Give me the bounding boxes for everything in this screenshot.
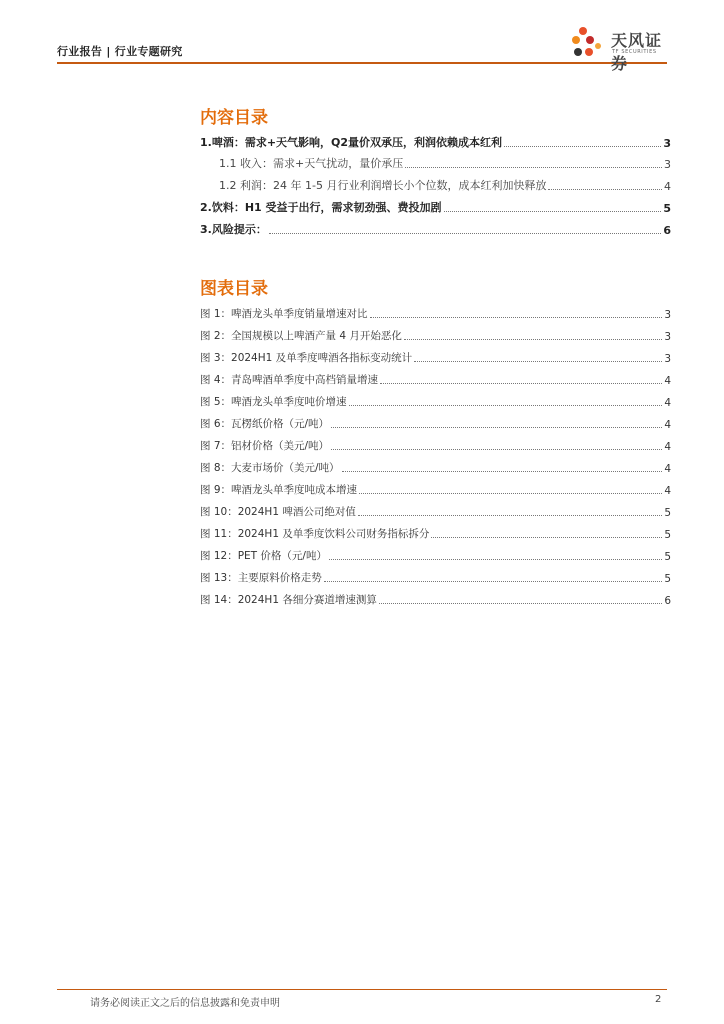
report-type-label: 行业报告 | 行业专题研究 xyxy=(57,45,183,58)
figure-entry-page: 4 xyxy=(664,463,671,475)
toc-entry-label: 1.2 利润：24 年 1-5 月行业利润增长小个位数，成本红利加快释放 xyxy=(219,179,547,192)
toc-leader-dots xyxy=(504,146,661,147)
figure-entry-label: 图 4：青岛啤酒单季度中高档销量增速 xyxy=(200,374,379,386)
figure-entry-page: 6 xyxy=(664,595,671,607)
figure-entry[interactable] xyxy=(200,415,671,431)
figure-entry-label: 图 9：啤酒龙头单季度吨成本增速 xyxy=(200,484,358,496)
toc-entry-page: 4 xyxy=(664,180,671,193)
figure-entry-label: 图 12：PET 价格（元/吨） xyxy=(200,550,327,562)
toc-entry-page: 5 xyxy=(663,202,671,215)
figure-leader-dots xyxy=(342,471,663,472)
figure-entry-page: 4 xyxy=(664,441,671,453)
figure-entry-label: 图 1：啤酒龙头单季度销量增速对比 xyxy=(200,308,368,320)
toc-entry-label: 1.啤酒：需求+天气影响，Q2量价双承压，利润依赖成本红利 xyxy=(200,136,503,149)
figure-entry-page: 5 xyxy=(664,551,671,563)
toc-entry-label: 2.饮料：H1 受益于出行，需求韧劲强、费投加剧 xyxy=(200,201,442,214)
figure-entry-label: 图 14：2024H1 各细分赛道增速测算 xyxy=(200,594,377,606)
figure-leader-dots xyxy=(404,339,662,340)
figure-entry[interactable] xyxy=(200,371,671,387)
figure-entry[interactable] xyxy=(200,459,671,475)
figure-entry-label: 图 8：大麦市场价（美元/吨） xyxy=(200,462,340,474)
figure-entry[interactable] xyxy=(200,305,671,321)
figure-entry-label: 图 3：2024H1 及单季度啤酒各指标变动统计 xyxy=(200,352,413,364)
figures-title: 图表目录 xyxy=(200,279,268,299)
figure-entry-page: 4 xyxy=(664,419,671,431)
figure-leader-dots xyxy=(324,581,663,582)
figure-entry-page: 4 xyxy=(664,485,671,497)
toc-entry[interactable] xyxy=(200,199,671,215)
figure-leader-dots xyxy=(331,449,662,450)
figure-entry-page: 3 xyxy=(664,331,671,343)
toc-title: 内容目录 xyxy=(200,108,268,128)
toc-leader-dots xyxy=(405,167,662,168)
figure-entry-label: 图 10：2024H1 啤酒公司绝对值 xyxy=(200,506,356,518)
toc-entry-page: 3 xyxy=(664,158,671,171)
flower-logo-icon xyxy=(568,25,610,61)
figure-entry[interactable] xyxy=(200,503,671,519)
figure-entry-page: 3 xyxy=(664,309,671,321)
figure-entry-label: 图 2：全国规模以上啤酒产量 4 月开始恶化 xyxy=(200,330,402,342)
figure-entry-label: 图 7：铝材价格（美元/吨） xyxy=(200,440,330,452)
figure-leader-dots xyxy=(370,317,663,318)
toc-entry[interactable] xyxy=(219,177,671,193)
figure-entry-page: 3 xyxy=(664,353,671,365)
figure-entry-label: 图 13：主要原料价格走势 xyxy=(200,572,322,584)
figure-entry[interactable] xyxy=(200,349,671,365)
figure-leader-dots xyxy=(431,537,662,538)
toc-entry[interactable] xyxy=(200,221,671,237)
figure-entry-page: 5 xyxy=(664,573,671,585)
figure-leader-dots xyxy=(331,427,662,428)
company-logo xyxy=(568,25,678,73)
figure-entry-label: 图 11：2024H1 及单季度饮料公司财务指标拆分 xyxy=(200,528,430,540)
header-divider xyxy=(57,62,667,64)
figure-entry[interactable] xyxy=(200,393,671,409)
figure-leader-dots xyxy=(329,559,662,560)
toc-entry-label: 3.风险提示： xyxy=(200,223,267,236)
figure-entry[interactable] xyxy=(200,525,671,541)
logo-subtitle: TF SECURITIES xyxy=(612,49,657,55)
figure-entry[interactable] xyxy=(200,591,671,607)
figure-entry[interactable] xyxy=(200,481,671,497)
figure-entry-page: 5 xyxy=(664,507,671,519)
toc-entry-page: 3 xyxy=(663,137,671,150)
figure-leader-dots xyxy=(379,603,662,604)
figure-entry-page: 5 xyxy=(664,529,671,541)
figure-leader-dots xyxy=(380,383,662,384)
figure-leader-dots xyxy=(414,361,662,362)
disclaimer-note: 请务必阅读正文之后的信息披露和免责申明 xyxy=(90,998,280,1009)
toc-leader-dots xyxy=(548,189,662,190)
toc-leader-dots xyxy=(269,233,662,234)
toc-entry[interactable] xyxy=(200,134,671,150)
page-number: 2 xyxy=(655,994,662,1005)
footer-divider xyxy=(57,989,667,990)
figure-entry-page: 4 xyxy=(664,375,671,387)
toc-entry-page: 6 xyxy=(663,224,671,237)
logo-wordmark: 天风证券 xyxy=(611,31,663,73)
figure-entry[interactable] xyxy=(200,327,671,343)
figure-entry-label: 图 6：瓦楞纸价格（元/吨） xyxy=(200,418,330,430)
figure-entry[interactable] xyxy=(200,547,671,563)
figure-entry[interactable] xyxy=(200,437,671,453)
figure-leader-dots xyxy=(349,405,663,406)
figure-entry-label: 图 5：啤酒龙头单季度吨价增速 xyxy=(200,396,347,408)
toc-entry-label: 1.1 收入：需求+天气扰动，量价承压 xyxy=(219,157,404,170)
figure-entry-page: 4 xyxy=(664,397,671,409)
figure-entry[interactable] xyxy=(200,569,671,585)
toc-entry[interactable] xyxy=(219,155,671,171)
figure-leader-dots xyxy=(358,515,662,516)
figure-leader-dots xyxy=(359,493,662,494)
toc-leader-dots xyxy=(444,211,662,212)
